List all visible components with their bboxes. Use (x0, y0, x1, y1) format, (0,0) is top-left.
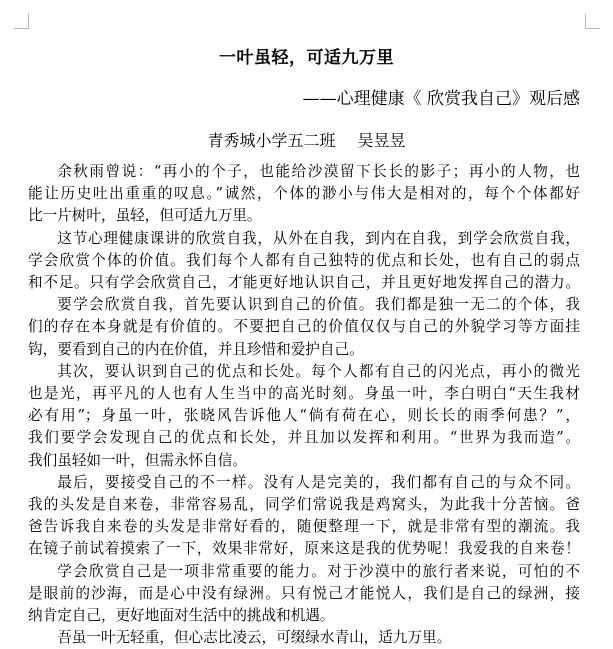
corner-mark-top-right (585, 14, 600, 29)
paragraph (28, 561, 580, 628)
text-line: 能让历史吐出重重的叹息。”诚然，个体的渺小与伟大是相对的，每个个体都好 (28, 185, 580, 203)
text-line: 也是光，再平凡的人也有人生当中的高光时刻。身虽一叶，李白明白“天生我材 (28, 385, 580, 403)
text-line: 必有用”；身虽一叶，张晓风告诉他人“倘有荷在心，则长长的雨季何患？”， (28, 407, 580, 425)
text-line: 余秋雨曾说：“再小的个子，也能给沙漠留下长长的影子；再小的人物，也 (57, 163, 580, 180)
paragraph (28, 161, 580, 228)
text-line: 纳肯定自己，更好地面对生活中的挑战和机遇。 (28, 607, 335, 625)
text-line: 是眼前的沙海，而是心中没有绿洲。只有悦己才能悦人，我们是自己的绿洲，接 (28, 584, 580, 602)
text-line: 比一片树叶，虽轻，但可适九万里。 (28, 207, 262, 225)
text-line: 学会欣赏个体的价值。我们每个人都有自己独特的优点和长处，也有自己的弱点 (28, 251, 580, 269)
text-line: 这节心理健康课讲的欣赏自我，从外在自我，到内在自我，到学会欣赏自我， (57, 229, 580, 247)
document-title: 一叶虽轻，可适九万里 (219, 48, 394, 68)
text-line: 钩，要看到自己的内在价值，并且珍惜和爱护自己。 (28, 340, 364, 358)
text-line: 和不足。只有学会欣赏自己，才能更好地认识自己，并且更好地发挥自己的潜力。 (28, 274, 580, 292)
document-subtitle: ——心理健康《 欣赏我自己》观后感 (302, 89, 580, 109)
text-line: 我们虽轻如一叶，但需永怀自信。 (28, 451, 247, 469)
text-line: 其次，要认识到自己的优点和长处。每个人都有自己的闪光点，再小的微光 (57, 362, 580, 380)
text-line: 吾虽一叶无轻重，但心志比凌云，可缀绿水青山，适九万里。 (57, 629, 452, 647)
corner-mark-top-left (14, 14, 29, 29)
paragraph (28, 228, 580, 295)
paragraph (28, 361, 580, 472)
text-line: 在镜子前试着摸索了一下，效果非常好，原来这是我的优势呢！我爱我的自来卷！ (28, 540, 580, 558)
text-line: 我们要学会发现自己的优点和长处，并且加以发挥和利用。“世界为我而造”。 (28, 429, 580, 447)
paragraph (28, 472, 580, 561)
text-line: 学会欣赏自己是一项非常重要的能力。对于沙漠中的旅行者来说，可怕的不 (57, 562, 580, 580)
paragraph (28, 627, 580, 649)
text-line: 最后，要接受自己的不一样。没有人是完美的，我们都有自己的与众不同。 (57, 473, 580, 491)
text-line: 要学会欣赏自我，首先要认识到自己的价值。我们都是独一无二的个体，我 (57, 296, 580, 314)
text-line: 我的头发是自来卷，非常容易乱，同学们常说我是鸡窝头，为此我十分苦恼。爸 (28, 496, 580, 514)
text-line: 们的存在本身就是有价值的。不要把自己的价值仅仅与自己的外貌学习等方面挂 (28, 318, 580, 336)
author-line (0, 131, 613, 151)
author-name: 吴昱昱 (357, 131, 406, 150)
essay-body (28, 161, 580, 649)
author-class: 青秀城小学五二班 (207, 131, 336, 150)
paragraph (28, 294, 580, 361)
text-line: 爸告诉我自来卷的头发是非常好看的，随便整理一下，就是非常有型的潮流。我 (28, 518, 580, 536)
